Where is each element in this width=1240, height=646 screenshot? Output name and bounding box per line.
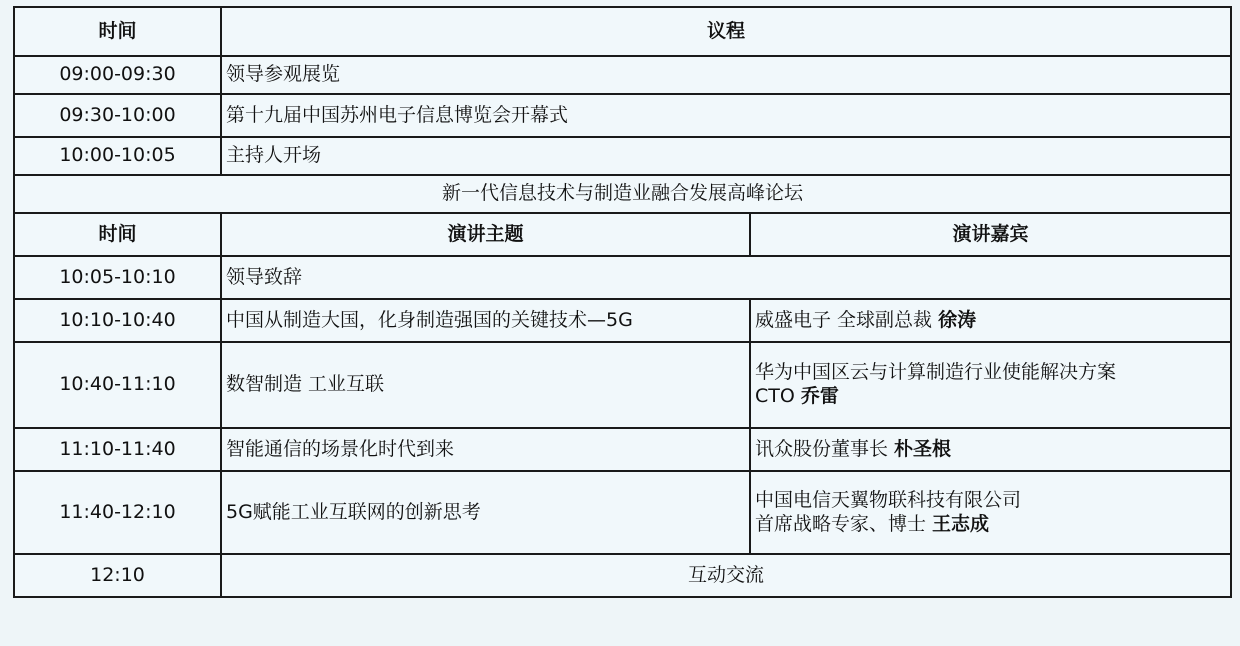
time-cell: 09:30-10:00 (14, 94, 221, 137)
agenda-item-cell: 第十九届中国苏州电子信息博览会开幕式 (221, 94, 1231, 137)
forum-title: 新一代信息技术与制造业融合发展高峰论坛 (14, 175, 1231, 213)
agenda-item-cell: 领导参观展览 (221, 56, 1231, 94)
forum-title-row (14, 175, 1231, 213)
time-cell: 10:05-10:10 (14, 256, 221, 299)
time-cell: 11:40-12:10 (14, 471, 221, 554)
forum-time-header: 时间 (14, 213, 221, 256)
speaker-title: 讯众股份董事长 (755, 437, 895, 460)
table-row (14, 94, 1231, 137)
speaker-name: 徐涛 (938, 308, 977, 331)
table-row (14, 137, 1231, 175)
time-cell: 10:10-10:40 (14, 299, 221, 342)
speaker-title: CTO (755, 385, 801, 407)
speaker-cell (750, 471, 1231, 554)
speaker-title: 威盛电子 全球副总裁 (755, 308, 939, 331)
time-cell: 09:00-09:30 (14, 56, 221, 94)
speaker-cell (750, 342, 1231, 428)
time-cell: 11:10-11:40 (14, 428, 221, 471)
agenda-sheet (13, 6, 1230, 598)
closing-item-cell: 互动交流 (221, 554, 1231, 597)
table-row (14, 471, 1231, 554)
speaker-name: 王志成 (932, 512, 990, 535)
topic-cell: 5G赋能工业互联网的创新思考 (221, 471, 750, 554)
time-cell: 10:00-10:05 (14, 137, 221, 175)
speaker-name: 朴圣根 (894, 437, 952, 460)
header-row (14, 7, 1231, 56)
topic-cell: 中国从制造大国，化身制造强国的关键技术—5G (221, 299, 750, 342)
agenda-header: 议程 (221, 7, 1231, 56)
topic-cell: 领导致辞 (221, 256, 1231, 299)
speaker-org: 中国电信天翼物联科技有限公司 (755, 488, 1022, 511)
time-cell: 12:10 (14, 554, 221, 597)
table-row (14, 554, 1231, 597)
speaker-cell (750, 428, 1231, 471)
table-row (14, 256, 1231, 299)
speaker-title: 首席战略专家、博士 (755, 512, 933, 535)
table-row (14, 342, 1231, 428)
time-header: 时间 (14, 7, 221, 56)
speaker-org: 华为中国区云与计算制造行业使能解决方案 (755, 361, 1117, 384)
table-row (14, 299, 1231, 342)
table-row (14, 56, 1231, 94)
time-cell: 10:40-11:10 (14, 342, 221, 428)
speaker-header: 演讲嘉宾 (750, 213, 1231, 256)
topic-header: 演讲主题 (221, 213, 750, 256)
agenda-item-cell: 主持人开场 (221, 137, 1231, 175)
agenda-table (13, 6, 1232, 598)
table-row (14, 428, 1231, 471)
speaker-name: 乔雷 (800, 385, 839, 407)
topic-cell: 数智制造 工业互联 (221, 342, 750, 428)
topic-cell: 智能通信的场景化时代到来 (221, 428, 750, 471)
speaker-cell (750, 299, 1231, 342)
forum-header-row (14, 213, 1231, 256)
